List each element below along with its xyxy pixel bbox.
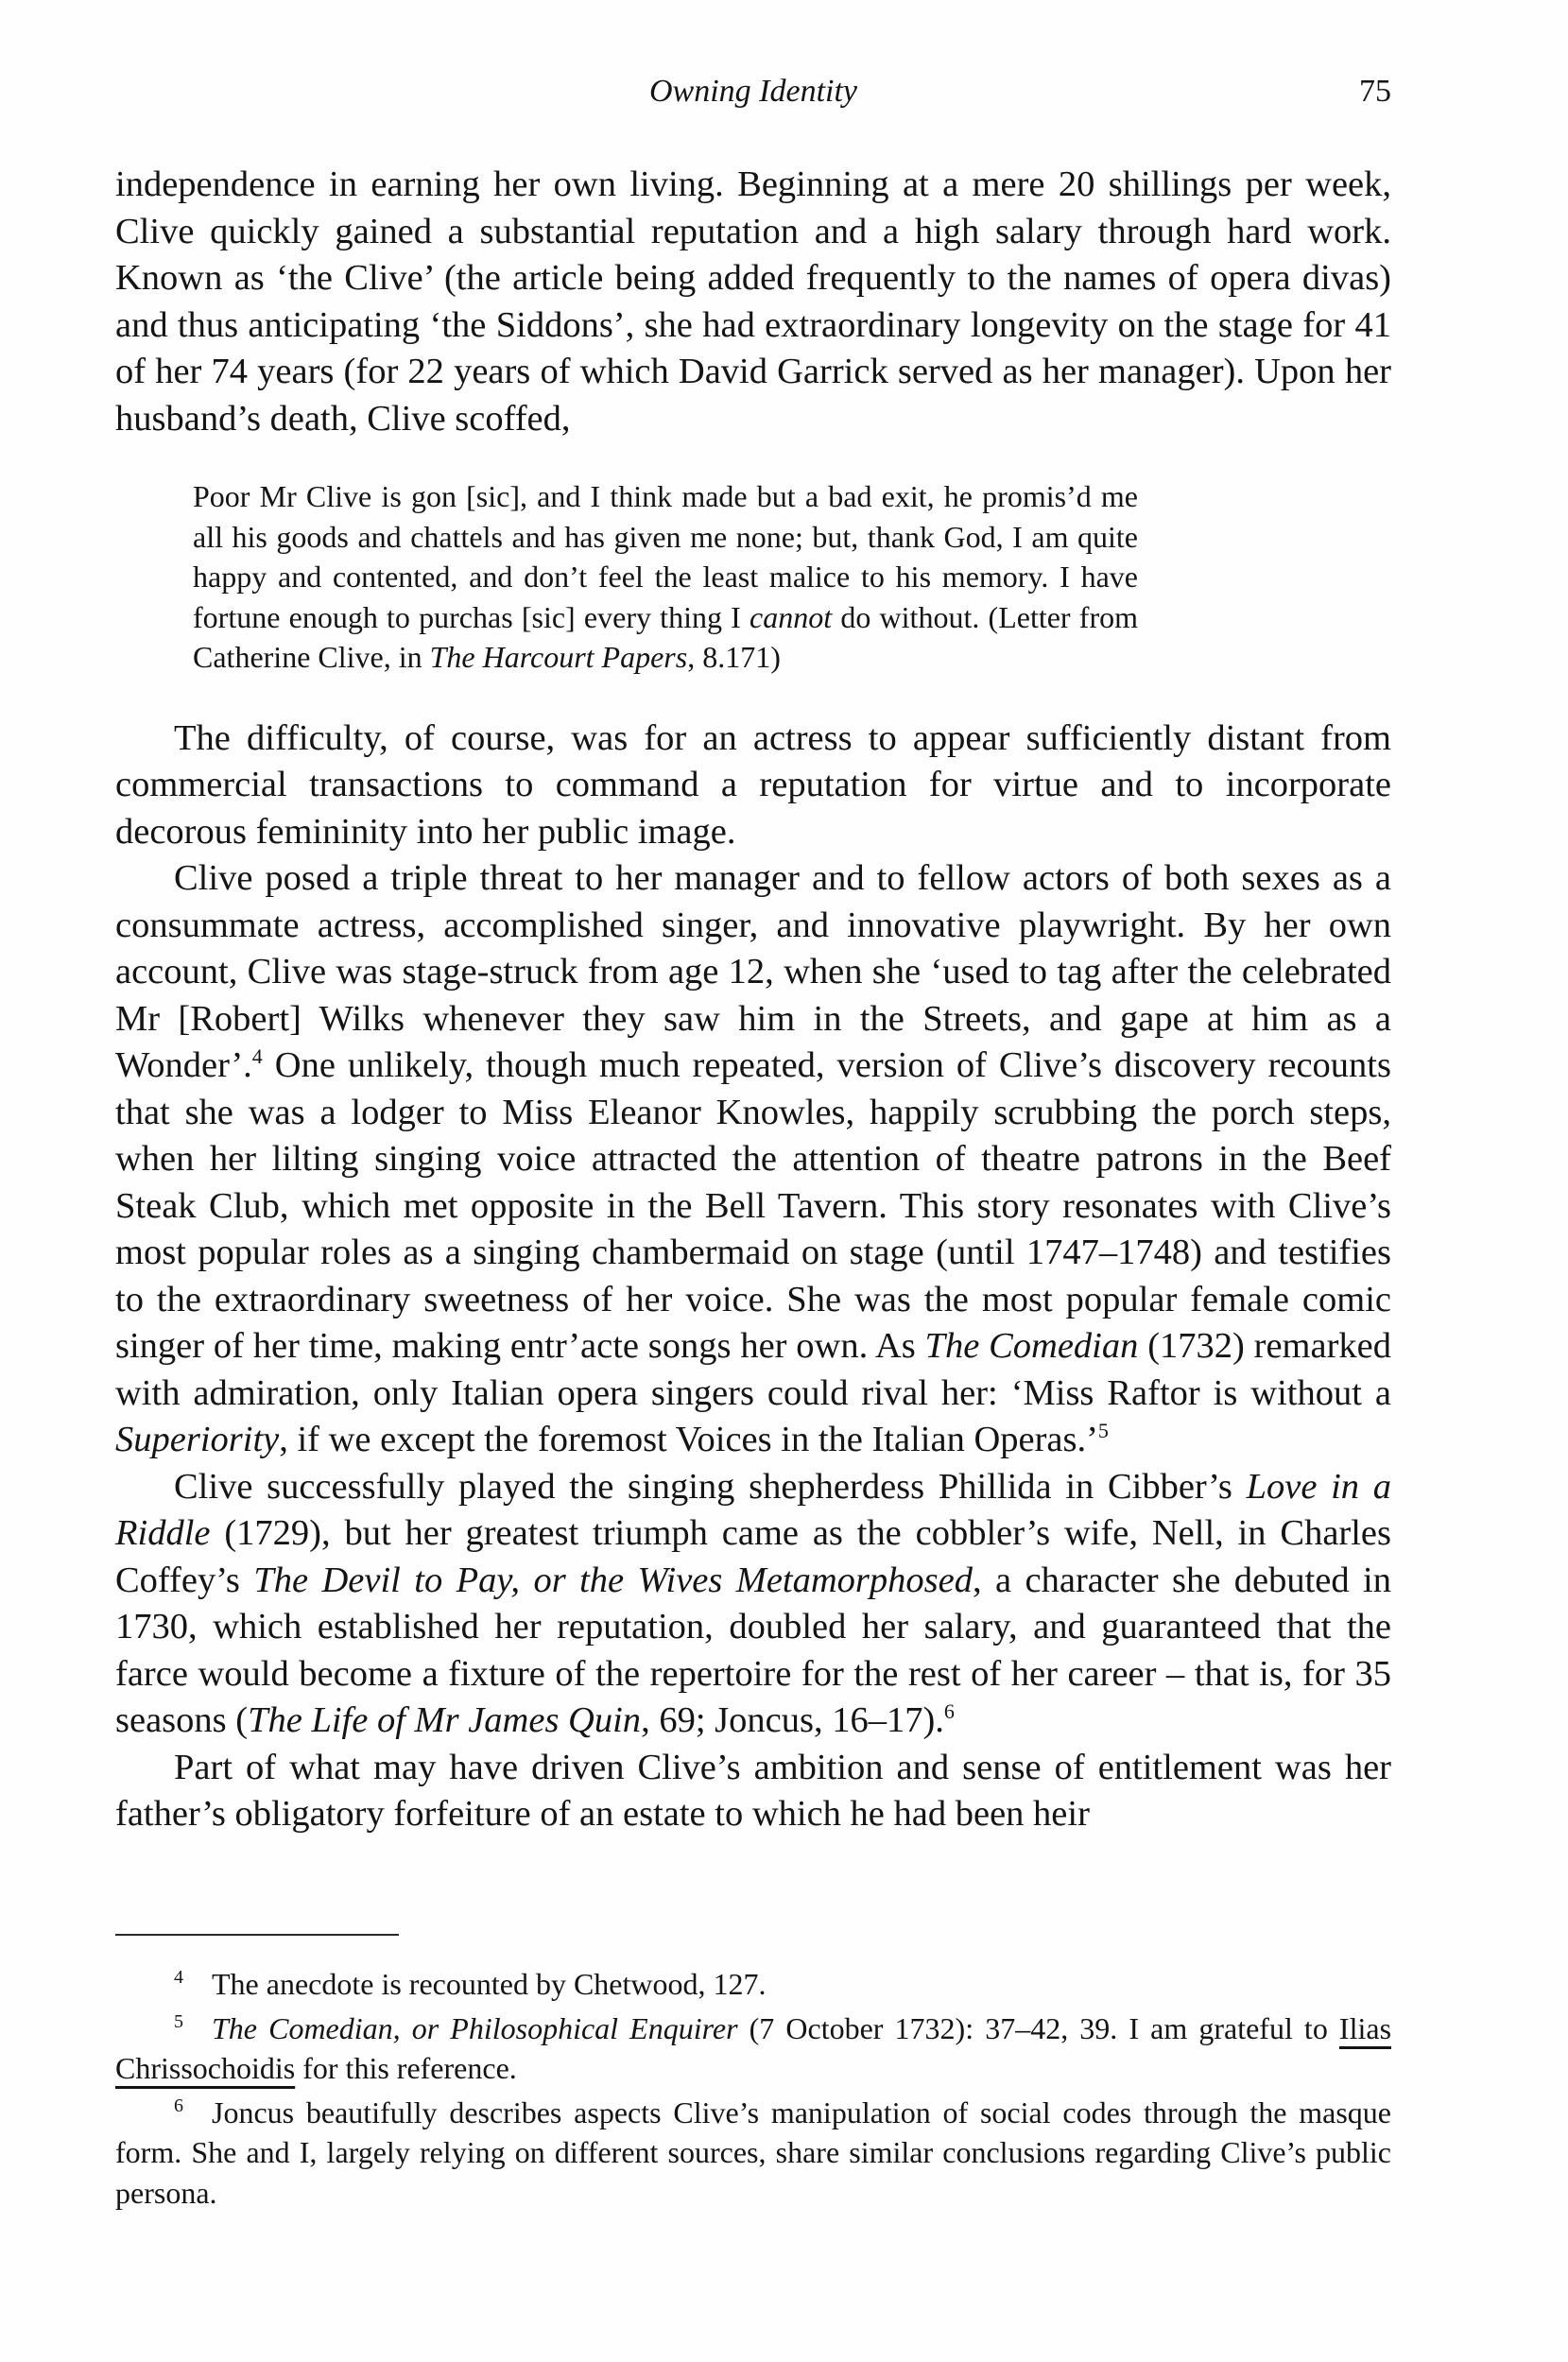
paragraph-4-title-3: The Life of Mr James Quin: [248, 1700, 642, 1740]
footnote-ref-6: 6: [943, 1699, 955, 1724]
main-text: [115, 162, 1391, 1838]
page-number: 75: [1359, 74, 1391, 109]
footnote-4-number: 4: [174, 1967, 183, 1989]
paragraph-3-text-2: One unlikely, though much repeated, version of Clive’s discovery recounts that she was a lodger to Miss Eleanor Knowles, happily scrubbing the porch steps, when her lilting singing voice attracted the attention of theatre patrons in the Beef Steak Club, which met opposite in the Bell Tavern. This story resonates with Clive’s most popular roles as a singing chambermaid on stage (until 1747–1748) and testifies to the extraordinary sweetness of her voice. She was the most popular female comic singer of her time, making entr’acte songs her own. As: [115, 1045, 1391, 1366]
footnote-6-text: Joncus beautifully describes aspects Clive’s manipulation of social codes through the masque form. She and I, largely relying on different sources, share similar conclusions regarding Clive’s public persona.: [115, 2095, 1391, 2210]
footnote-5-text-2: for this reference.: [295, 2051, 517, 2085]
paragraph-4-title-1: Love in a Riddle: [115, 1466, 1391, 1553]
quote-emphasis: cannot: [750, 599, 833, 634]
quote-text-3: , 8.171): [687, 640, 781, 674]
paragraph-3-title: The Comedian: [924, 1326, 1139, 1366]
paragraph-3: [115, 855, 1391, 1464]
block-quote: [193, 476, 1138, 678]
footnote-ref-4: 4: [251, 1044, 263, 1069]
footnote-4-text: The anecdote is recounted by Chetwood, 127.: [212, 1967, 767, 2001]
quote-source-title: The Harcourt Papers: [429, 640, 688, 674]
quote-text-2: do without. (Letter from Catherine Clive, in: [193, 599, 1139, 674]
running-header: [115, 68, 1391, 115]
footnote-5-text-1: (7 October 1732): 37–42, 39. I am grateful to: [737, 2010, 1339, 2045]
quote-text-1: Poor Mr Clive is gon [sic], and I think made but a bad exit, he promis’d me all his goods and chattels and has given me none; but, thank God, I am quite happy and contented, and don’t feel the least malice to his memory. I have fortune enough to purchas [sic] every thing I: [193, 479, 1138, 634]
paragraph-5: [115, 1745, 1391, 1838]
paragraph-2-text: The difficulty, of course, was for an actress to appear sufficiently distant from commercial transactions to command a reputation for virtue and to incorporate decorous femininity into her public image.: [115, 717, 1391, 852]
footnotes: [115, 1934, 1391, 2216]
footnote-5-underlined-name: Ilias Chrissochoidis: [115, 2010, 1392, 2085]
footnote-6-number: 6: [174, 2095, 183, 2116]
paragraph-1-text: independence in earning her own living. Beginning at a mere 20 shillings per week, Clive quickly gained a substantial reputation and a high salary through hard work. Known as ‘the Clive’ (the article being added frequently to the names of opera divas) and thus anticipating ‘the Siddons’, she had extraordinary longevity on the stage for 41 of her 74 years (for 22 years of which David Garrick served as her manager). Upon her husband’s death, Clive scoffed,: [115, 164, 1391, 439]
paragraph-3-emphasis: Superiority: [115, 1420, 280, 1459]
footnote-6: [115, 2093, 1391, 2214]
paragraph-4: [115, 1464, 1391, 1745]
paragraph-3-text-3: (1732) remarked with admiration, only Italian opera singers could rival her: ‘Miss Raftor is without a: [115, 1326, 1391, 1413]
paragraph-3-text-4: , if we except the foremost Voices in the Italian Operas.’: [279, 1420, 1098, 1459]
paragraph-3-text-1: Clive posed a triple threat to her manager and to fellow actors of both sexes as a consummate actress, accomplished singer, and innovative playwright. By her own account, Clive was stage-struck from age 12, when she ‘used to tag after the celebrated Mr [Robert] Wilks whenever they saw him in the Streets, and gape at him as a Wonder’.: [115, 858, 1391, 1085]
paragraph-4-text-4: , 69; Joncus, 16–17).: [641, 1700, 944, 1740]
footnote-4: [115, 1964, 1391, 2005]
paragraph-4-text-1: Clive successfully played the singing shepherdess Phillida in Cibber’s: [174, 1466, 1247, 1507]
footnote-ref-5: 5: [1097, 1419, 1109, 1443]
footnote-5-number: 5: [174, 2010, 183, 2032]
paragraph-2: [115, 715, 1391, 856]
footnote-divider: [115, 1934, 399, 1936]
running-title: Owning Identity: [648, 74, 858, 109]
footnote-5: [115, 2009, 1391, 2089]
paragraph-5-text: Part of what may have driven Clive’s ambition and sense of entitlement was her father’s obligatory forfeiture of an estate to which he had been heir: [115, 1747, 1391, 1834]
paragraph-4-text-2: (1729), but her greatest triumph came as the cobbler’s wife, Nell, in Charles Coffey’s: [115, 1513, 1391, 1600]
paragraph-1: [115, 162, 1391, 442]
paragraph-4-title-2: The Devil to Pay, or the Wives Metamorphosed: [253, 1560, 973, 1600]
paragraph-4-text-3: , a character she debuted in 1730, which established her reputation, doubled her salary, and guaranteed that the farce would become a fixture of the repertoire for the rest of her career – that is, for 35 seasons (: [115, 1560, 1391, 1740]
footnote-5-title: The Comedian, or Philosophical Enquirer: [212, 2010, 738, 2045]
